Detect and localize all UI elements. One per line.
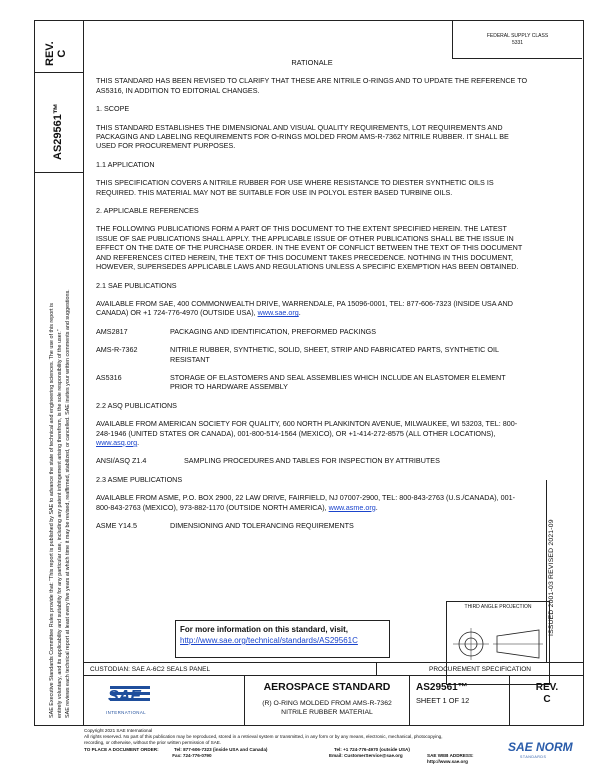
- reference-code: ANSI/ASQ Z1.4: [96, 456, 147, 466]
- custodian: CUSTODIAN: SAE A-6C2 SEALS PANEL: [90, 666, 211, 673]
- footer-copyright: Copyright 2021 SAE International: [84, 728, 153, 733]
- section-1-1-heading: 1.1 APPLICATION: [96, 159, 155, 169]
- title-line: (R) O-RING MOLDED FROM AMS-R-7362: [262, 700, 392, 707]
- info-title: For more information on this standard, visit,: [180, 625, 349, 634]
- reference-desc: PACKAGING AND IDENTIFICATION, PREFORMED PACKINGS: [170, 326, 377, 336]
- rev-label: REV.: [535, 682, 559, 693]
- asq-availability: AVAILABLE FROM AMERICAN SOCIETY FOR QUALITY, 600 NORTH PLANKINTON AVENUE, MILWAUKEE, WI 53203, TEL: 800-248-1946 (UNITED STATES OR CANADA), 001-800-514-1564 (MEXICO), OR +1-414-272-8575 (ALL OTHER LOCATIONS),: [96, 419, 518, 438]
- document-body: [96, 58, 528, 530]
- disclaimer-line: SAE Executive Standards Committee Rules provide that: “This report is published by SAE to advance the state of technical and engineering sciences. The use of this report is: [49, 303, 55, 718]
- footer: [84, 728, 514, 765]
- side-rev-value: C: [56, 49, 68, 58]
- logo-sub: INTERNATIONAL: [106, 710, 147, 715]
- disclaimer-line: entirely voluntary, and its applicability and suitability for any particular use, including any patent infringement arising therefrom, is the sole responsibility of the user.”: [57, 329, 63, 718]
- reference-row: [96, 345, 528, 364]
- footer-rights: recording, or otherwise, without the prior written permission of SAE.: [84, 740, 222, 746]
- doc-number: AS29561™: [416, 682, 468, 693]
- reference-code: AS5316: [96, 372, 122, 382]
- federal-supply-class: [452, 21, 582, 59]
- section-1-text: THIS STANDARD ESTABLISHES THE DIMENSIONAL AND VISUAL QUALITY REQUIREMENTS, LOT REQUIREMENTS AND PACKAGING AND LABELING REQUIREMENTS FOR O-RINGS MOLDED FROM AMS-R-7362 NITRILE RUBBER. IT SHALL BE USED FOR PROCUREMENT PURPOSES.: [96, 122, 509, 151]
- order-label: TO PLACE A DOCUMENT ORDER:: [84, 746, 159, 752]
- revision-dates: ISSUED 2001-03 REVISED 2021-09: [548, 519, 555, 636]
- sidebar-divider-2: [34, 172, 84, 173]
- section-2-text: THE FOLLOWING PUBLICATIONS FORM A PART OF THIS DOCUMENT TO THE EXTENT SPECIFIED HEREIN. THE LATEST ISSUE OF SAE PUBLICATIONS SHALL APPLY. THE APPLICABLE ISSUE OF OTHER PUBLICATIONS SHALL BE THE ISSUE IN EFFECT ON THE DATE OF THE PURCHASE ORDER. IN THE EVENT OF CONFLICT BETWEEN THE TEXT OF THIS DOCUMENT AND REFERENCES CITED HEREIN, THE TEXT OF THIS DOCUMENT TAKES PRECEDENCE. NOTHING IN THIS DOCUMENT, HOWEVER, SUPERSEDES APPLICABLE LAWS AND REGULATIONS UNLESS A SPECIFIC EXEMPTION HAS BEEN OBTAINED.: [96, 224, 523, 272]
- order-tel2: Tel: +1 724-776-4970 (outside USA): [334, 746, 410, 752]
- rev-value: C: [543, 694, 551, 705]
- section-2-2-heading: 2.2 ASQ PUBLICATIONS: [96, 400, 177, 410]
- info-box: [175, 620, 390, 658]
- doc-number-box: [410, 676, 510, 726]
- asq-link[interactable]: www.asq.org: [96, 437, 138, 447]
- asme-link[interactable]: www.asme.org: [328, 502, 376, 512]
- reference-row: [96, 373, 528, 392]
- aerospace-title: AEROSPACE STANDARD: [263, 681, 391, 693]
- sae-availability: AVAILABLE FROM SAE, 400 COMMONWEALTH DRIVE, WARRENDALE, PA 15096-0001, TEL: 877-606-7323 (INSIDE USA AND CANADA) OR +1 724-776-4970 (OUTSIDE USA),: [96, 298, 513, 318]
- section-2-2-text: AVAILABLE FROM AMERICAN SOCIETY FOR QUALITY, 600 NORTH PLANKINTON AVENUE, MILWAUKEE, WI 53203, TEL: 800-248-1946 (UNITED STATES OR CANADA), 001-800-514-1564 (MEXICO), OR +1-414-272-8575 (ALL OTHER LOCATIONS), www.asq.org.: [96, 419, 518, 447]
- order-fax: Fax: 724-776-0790: [172, 752, 212, 758]
- side-rev-label: REV.: [44, 41, 56, 66]
- reference-row: [96, 521, 528, 530]
- document-title: [245, 699, 409, 717]
- watermark: SAE NORM: [508, 740, 573, 754]
- reference-row: [96, 456, 528, 465]
- reference-row: [96, 327, 528, 336]
- reference-desc: NITRILE RUBBER, SYNTHETIC, SOLID, SHEET, STRIP AND FABRICATED PARTS, SYNTHETIC OIL RESISTANT: [170, 345, 499, 364]
- sidebar-divider-1: [34, 72, 84, 73]
- section-2-1-text: AVAILABLE FROM SAE, 400 COMMONWEALTH DRIVE, WARRENDALE, PA 15096-0001, TEL: 877-606-7323 (INSIDE USA AND CANADA) OR +1 724-776-4970 (OUTSIDE USA), www.sae.org.: [96, 298, 513, 318]
- section-2-heading: 2. APPLICABLE REFERENCES: [96, 206, 199, 216]
- section-2-1-heading: 2.1 SAE PUBLICATIONS: [96, 280, 177, 290]
- footer-contact-row: [84, 753, 514, 765]
- section-2-3-text: AVAILABLE FROM ASME, P.O. BOX 2900, 22 LAW DRIVE, FAIRFIELD, NJ 07007-2900, TEL: 800-843-2763 (U.S./CANADA), 001-800-843-2763 (MEXICO), 973-882-1170 (OUTSIDE NORTH AMERICA), www.asme.org.: [96, 493, 516, 512]
- sheet-number: SHEET 1 OF 12: [416, 696, 470, 705]
- side-rev: [44, 41, 68, 66]
- asme-availability: AVAILABLE FROM ASME, P.O. BOX 2900, 22 LAW DRIVE, FAIRFIELD, NJ 07007-2900, TEL: 800-843-2763 (U.S./CANADA), 001-800-843-2763 (MEXICO), 973-882-1170 (OUTSIDE NORTH AMERICA),: [96, 493, 516, 512]
- logo-text: SAE: [108, 688, 141, 705]
- order-email[interactable]: Email: CustomerService@sae.org: [329, 752, 403, 758]
- watermark-sub: STANDARDS: [520, 755, 547, 759]
- fsc-label: FEDERAL SUPPLY CLASS: [486, 33, 549, 39]
- reference-code: ASME Y14.5: [96, 521, 138, 530]
- reference-desc: SAMPLING PROCEDURES AND TABLES FOR INSPECTION BY ATTRIBUTES: [184, 456, 440, 466]
- band-divider: [376, 663, 377, 675]
- procurement-spec: PROCUREMENT SPECIFICATION: [429, 666, 531, 673]
- sae-link[interactable]: www.sae.org: [257, 308, 299, 318]
- info-link[interactable]: http://www.sae.org/technical/standards/AS29561C: [180, 636, 358, 645]
- rev-box: [510, 676, 584, 726]
- rationale-text: THIS STANDARD HAS BEEN REVISED TO CLARIFY THAT THESE ARE NITRILE O-RINGS AND TO UPDATE THE REFERENCE TO AS5316, IN ADDITION TO EDITORIAL CHANGES.: [96, 76, 528, 95]
- projection-title: THIRD ANGLE PROJECTION: [464, 604, 532, 610]
- disclaimer-line: SAE reviews each technical report at least every five years at which time it may be revised, reaffirmed, stabilized, or cancelled. SAE invites your written comments and suggestions.: [65, 289, 71, 718]
- reference-code: AMS2817: [96, 326, 128, 336]
- side-disclaimer: [48, 289, 72, 718]
- section-1-1-text: THIS SPECIFICATION COVERS A NITRILE RUBBER FOR USE WHERE RESISTANCE TO DIESTER SYNTHETIC OILS IS REQUIRED. THIS MATERIAL MAY NOT BE SUITABLE FOR USE IN POLYOL ESTER BASED TURBINE OILS.: [96, 178, 494, 197]
- title-block: [244, 676, 410, 726]
- side-doc-number: AS29561™: [52, 103, 64, 160]
- rationale-title: RATIONALE: [291, 58, 333, 67]
- reference-code: AMS-R-7362: [96, 345, 138, 355]
- custodian-band: [84, 662, 584, 676]
- section-2-3-heading: 2.3 ASME PUBLICATIONS: [96, 474, 183, 484]
- sae-logo: [84, 676, 244, 726]
- reference-desc: DIMENSIONING AND TOLERANCING REQUIREMENTS: [170, 521, 354, 530]
- order-web[interactable]: SAE WEB ADDRESS: http://www.sae.org: [427, 752, 474, 765]
- section-1-heading: 1. SCOPE: [96, 104, 130, 114]
- reference-desc: STORAGE OF ELASTOMERS AND SEAL ASSEMBLIES WHICH INCLUDE AN ELASTOMER ELEMENT PRIOR TO HARDWARE ASSEMBLY: [170, 372, 506, 392]
- order-tel1: Tel: 877-606-7323 (inside USA and Canada): [174, 746, 268, 752]
- title-line: NITRILE RUBBER MATERIAL: [281, 709, 373, 716]
- footer-rights: All rights reserved. No part of this publication may be reproduced, stored in a retrieval system or transmitted, in any form or by any means, electronic, mechanical, photocopying,: [84, 734, 443, 740]
- fsc-value: 5331: [511, 40, 524, 46]
